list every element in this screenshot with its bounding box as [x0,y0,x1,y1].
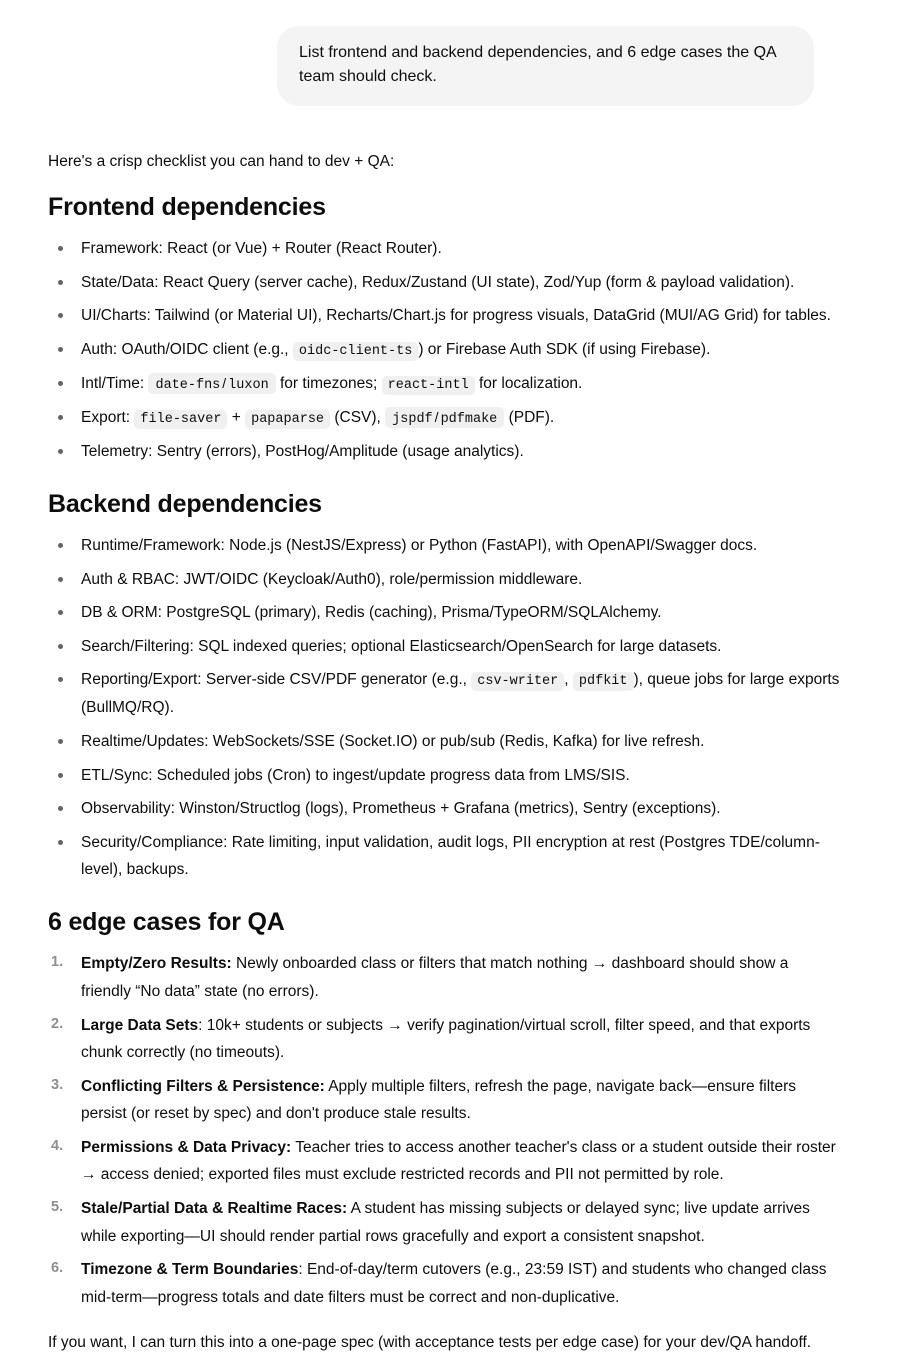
list-item [48,599,840,627]
inline-code-chip: jspdf [392,412,433,428]
bullet-list [48,532,840,884]
list-item [48,269,840,297]
inline-code-chip: file-saver [134,410,227,429]
item-text: UI/Charts: Tailwind (or Material UI), Recharts/Chart.js for progress visuals, DataGrid (MUI/AG Grid) for tables. [81,307,831,325]
inline-code-chip: pdfmake [440,412,498,428]
item-text: (PDF). [504,409,555,427]
item-lead-label: Empty/Zero Results: [81,955,232,973]
section-heading: Backend dependencies [48,489,322,518]
list-item [48,829,840,884]
item-text: Search/Filtering: SQL indexed queries; optional Elasticsearch/OpenSearch for large datasets. [81,637,722,655]
inline-code-chip: react-intl [382,376,475,395]
item-text: Export: [81,409,135,427]
item-text: : 10k+ students or subjects → verify pagination/virtual scroll, filter speed, and that exports chunk correctly (no timeouts). [81,1016,811,1062]
list-item [48,532,840,560]
list-item [48,1134,840,1189]
item-text: Observability: Winston/Structlog (logs), Prometheus + Grafana (metrics), Sentry (exceptions). [81,800,721,818]
user-message-bubble: List frontend and backend dependencies, and 6 edge cases the QA team should check. [277,26,814,106]
item-text: ETL/Sync: Scheduled jobs (Cron) to ingest/update progress data from LMS/SIS. [81,766,630,784]
list-item [48,795,840,823]
item-text: Intl/Time: [81,375,149,392]
list-item [48,950,840,1005]
bullet-list [48,235,840,465]
item-text: Framework: React (or Vue) + Router (React Router). [81,240,442,258]
item-text: Newly onboarded class or filters that match nothing → dashboard should show a friendly “No data” state (no errors). [81,955,789,1000]
item-text: Reporting/Export: Server-side CSV/PDF generator (e.g., [81,671,472,689]
inline-code-chip: date-fns [155,378,221,393]
list-item [48,370,840,398]
item-text: (CSV), [330,409,386,427]
item-text: + [227,409,246,427]
item-lead-label: Large Data Sets [81,1016,199,1034]
list-item [48,1195,840,1250]
item-text: A student has missing subjects or delayed sync; live update arrives while exporting—UI should render partial rows gracefully and export a consistent snapshot. [81,1200,810,1245]
item-text: for timezones; [275,375,382,392]
inline-code-chip-pair [385,407,504,428]
inline-code-chip-pair [148,373,275,394]
item-text: Telemetry: Sentry (errors), PostHog/Amplitude (usage analytics). [81,443,524,461]
inline-code-chip: pdfkit [573,672,634,691]
inline-code-chip: papaparse [245,410,330,429]
item-text: for localization. [474,375,583,392]
item-lead-label: Permissions & Data Privacy: [81,1138,292,1156]
list-item [48,1012,840,1067]
list-item [48,404,840,432]
item-text: Security/Compliance: Rate limiting, input validation, audit logs, PII encryption at rest (Postgres TDE/column-level), backups. [81,833,820,879]
item-text: Realtime/Updates: WebSockets/SSE (Socket.IO) or pub/sub (Redis, Kafka) for live refresh. [81,733,705,751]
item-text: ) or Firebase Auth SDK (if using Firebase). [418,340,711,358]
list-item [48,728,840,756]
section-heading: Frontend dependencies [48,192,326,221]
inline-code-chip: oidc-client-ts [293,342,418,361]
list-item [48,762,840,790]
assistant-intro-paragraph: Here's a crisp checklist you can hand to dev + QA: [48,152,395,170]
item-text: ), queue jobs for large exports (BullMQ/RQ). [81,671,840,717]
user-turn [0,0,904,106]
item-text: Auth & RBAC: JWT/OIDC (Keycloak/Auth0), role/permission middleware. [81,570,583,588]
assistant-outro-paragraph: If you want, I can turn this into a one-page spec (with acceptance tests per edge case) for your dev/QA handoff. [48,1334,812,1352]
item-text: Teacher tries to access another teacher's class or a student outside their roster → access denied; exported files must exclude restricted records and PII not permitted by role. [81,1138,836,1184]
item-lead-label: Timezone & Term Boundaries [81,1261,299,1279]
item-lead-label: Stale/Partial Data & Realtime Races: [81,1200,348,1218]
list-item [48,633,840,661]
chip-separator: / [222,375,227,391]
section-heading: 6 edge cases for QA [48,907,285,936]
list-item [48,1073,840,1128]
item-text: Auth: OAuth/OIDC client (e.g., [81,340,293,358]
numbered-list [48,950,840,1311]
item-text: DB & ORM: PostgreSQL (primary), Redis (caching), Prisma/TypeORM/SQLAlchemy. [81,604,662,622]
list-item [48,666,840,722]
assistant-sections [48,191,840,1312]
item-text: State/Data: React Query (server cache), Redux/Zustand (UI state), Zod/Yup (form & payload validation). [81,273,795,291]
inline-code-chip: luxon [228,378,269,393]
inline-code-chip: csv-writer [471,672,564,691]
list-item [48,302,840,330]
chip-separator: / [434,409,439,426]
list-item [48,1256,840,1311]
list-item [48,235,840,263]
item-text: , [564,671,573,689]
item-lead-label: Conflicting Filters & Persistence: [81,1077,325,1095]
assistant-turn [0,106,904,1356]
item-text: Runtime/Framework: Node.js (NestJS/Express) or Python (FastAPI), with OpenAPI/Swagger docs. [81,537,758,555]
list-item [48,566,840,594]
item-text: Apply multiple filters, refresh the page, navigate back—ensure filters persist (or reset by spec) and don't produce stale results. [81,1077,797,1123]
list-item [48,438,840,466]
list-item [48,336,840,364]
item-text: : End-of-day/term cutovers (e.g., 23:59 IST) and students who changed class mid-term—progress totals and date filters must be correct and non-duplicative. [81,1261,827,1306]
